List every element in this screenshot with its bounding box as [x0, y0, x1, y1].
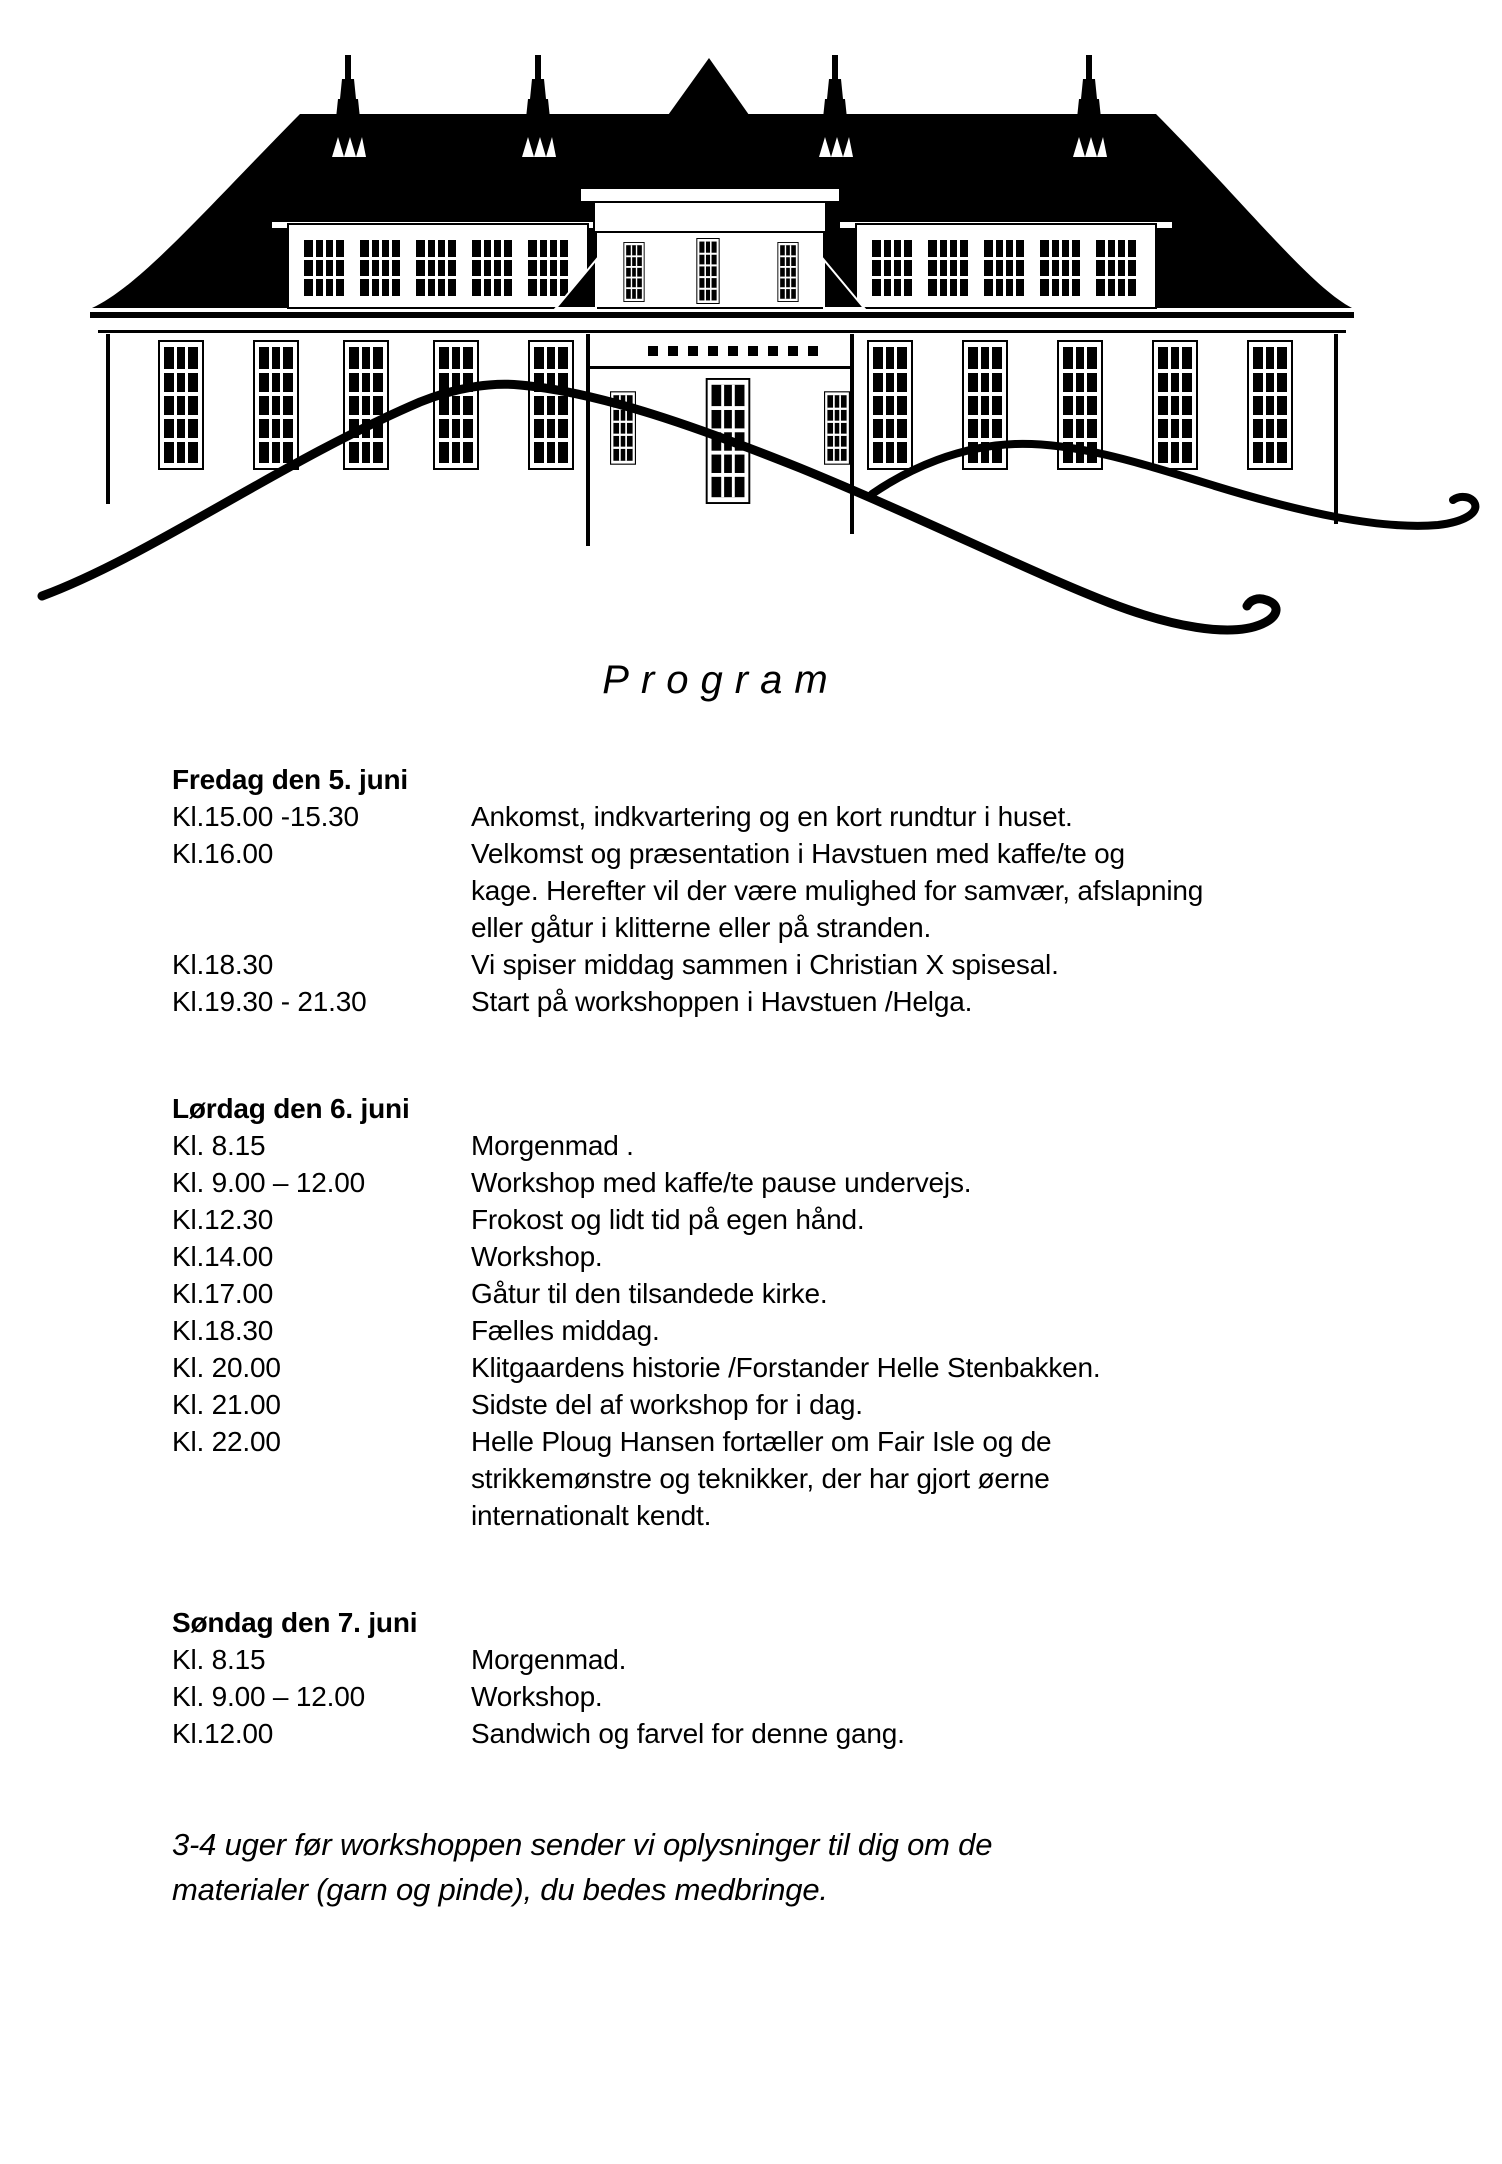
row-time: Kl.15.00 -15.30 [172, 801, 359, 832]
schedule-row [172, 1164, 1442, 1201]
row-text: Workshop med kaffe/te pause undervejs. [471, 1167, 972, 1198]
day-title: Fredag den 5. juni [172, 764, 408, 795]
materials-note [172, 1822, 1442, 1912]
row-time: Kl.14.00 [172, 1241, 274, 1272]
row-text: Start på workshoppen i Havstuen /Helga. [471, 986, 973, 1017]
row-time: Kl.18.30 [172, 1315, 274, 1346]
page-title: Program [602, 658, 840, 702]
row-text: internationalt kendt. [471, 1500, 712, 1531]
row-text: Gåtur til den tilsandede kirke. [471, 1278, 828, 1309]
row-time [172, 1497, 471, 1534]
chimney-2 [522, 55, 556, 157]
day-section [172, 1604, 1442, 1752]
row-text: eller gåtur i klitterne eller på stranden. [471, 912, 932, 943]
building-illustration [0, 0, 1502, 640]
schedule [172, 761, 1442, 1752]
row-text: Helle Ploug Hansen fortæller om Fair Isle og de [471, 1426, 1052, 1457]
day-title: Søndag den 7. juni [172, 1607, 418, 1638]
roof-dormer-band-left [272, 222, 604, 308]
schedule-row [172, 1678, 1442, 1715]
row-time: Kl.16.00 [172, 838, 274, 869]
row-time: Kl. 8.15 [172, 1130, 266, 1161]
schedule-row [172, 983, 1442, 1020]
row-time [172, 872, 471, 909]
chimney-1 [332, 55, 366, 157]
schedule-row [172, 1275, 1442, 1312]
row-text: Morgenmad. [471, 1644, 627, 1675]
materials-note-line: 3-4 uger før workshoppen sender vi oplysninger til dig om de [172, 1827, 993, 1862]
klitgaarden-drawing [0, 0, 1502, 640]
chimney-3 [819, 55, 853, 157]
row-time: Kl. 9.00 – 12.00 [172, 1681, 365, 1712]
row-text: Workshop. [471, 1681, 603, 1712]
row-text: Morgenmad . [471, 1130, 634, 1161]
row-text: Velkomst og præsentation i Havstuen med kaffe/te og [471, 838, 1125, 869]
row-time: Kl. 22.00 [172, 1426, 281, 1457]
schedule-row [172, 1423, 1442, 1460]
row-time: Kl. 9.00 – 12.00 [172, 1167, 365, 1198]
row-text: Frokost og lidt tid på egen hånd. [471, 1204, 865, 1235]
materials-note-line: materialer (garn og pinde), du bedes medbringe. [172, 1872, 828, 1907]
day-section [172, 761, 1442, 1020]
schedule-row [172, 946, 1442, 983]
schedule-row [172, 1238, 1442, 1275]
row-time: Kl.12.00 [172, 1718, 274, 1749]
schedule-content [172, 761, 1442, 1912]
schedule-row [172, 1386, 1442, 1423]
row-text: Sandwich og farvel for denne gang. [471, 1718, 905, 1749]
row-text: Sidste del af workshop for i dag. [471, 1389, 863, 1420]
schedule-row [172, 835, 1442, 872]
row-text: strikkemønstre og teknikker, der har gjort øerne [471, 1463, 1050, 1494]
schedule-row [172, 1312, 1442, 1349]
schedule-row [172, 1127, 1442, 1164]
schedule-row [172, 1497, 1442, 1534]
row-text: Klitgaardens historie /Forstander Helle Stenbakken. [471, 1352, 1101, 1383]
schedule-row [172, 1460, 1442, 1497]
day-section [172, 1090, 1442, 1534]
schedule-row [172, 1349, 1442, 1386]
row-text: kage. Herefter vil der være mulighed for samvær, afslapning [471, 875, 1204, 906]
schedule-row [172, 1715, 1442, 1752]
row-time: Kl. 8.15 [172, 1644, 266, 1675]
schedule-row [172, 909, 1442, 946]
row-time: Kl.12.30 [172, 1204, 274, 1235]
row-time [172, 909, 471, 946]
row-text: Vi spiser middag sammen i Christian X spisesal. [471, 949, 1059, 980]
row-time: Kl. 21.00 [172, 1389, 281, 1420]
row-time: Kl.17.00 [172, 1278, 274, 1309]
eaves-cornice [90, 312, 1354, 333]
schedule-row [172, 798, 1442, 835]
row-time: Kl.19.30 - 21.30 [172, 986, 367, 1017]
row-text: Workshop. [471, 1241, 603, 1272]
schedule-row [172, 1201, 1442, 1238]
chimney-4 [1073, 55, 1107, 157]
day-title: Lørdag den 6. juni [172, 1093, 410, 1124]
row-time [172, 1460, 471, 1497]
schedule-row [172, 872, 1442, 909]
roof-dormer-band-right [840, 222, 1172, 308]
row-text: Fælles middag. [471, 1315, 660, 1346]
row-time: Kl. 20.00 [172, 1352, 281, 1383]
central-tower [556, 188, 864, 308]
row-text: Ankomst, indkvartering og en kort rundtur i huset. [471, 801, 1073, 832]
row-time: Kl.18.30 [172, 949, 274, 980]
schedule-row [172, 1641, 1442, 1678]
